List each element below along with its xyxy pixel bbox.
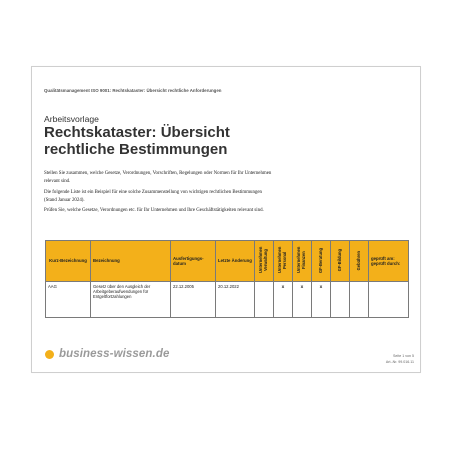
cell-gf-bildung	[331, 282, 350, 318]
col-unternehmen-finanzen-label: Unternehmen Finanzen	[296, 247, 306, 274]
cell-letzte-aenderung: 20.12.2022	[216, 282, 255, 318]
col-bezeichnung-header: Bezeichnung	[91, 241, 171, 282]
col-geprueft-header: geprüft am: geprüft durch:	[369, 241, 409, 282]
cell-geprueft	[369, 282, 409, 318]
page-number: Seite 1 von 5	[393, 354, 414, 358]
col-ausfertigung-header: Ausfertigungs-datum	[171, 241, 216, 282]
col-gf-beratung-label: GF-Beratung	[317, 247, 323, 273]
col-letzte-aenderung-header: Letzte Änderung	[216, 241, 255, 282]
table-row	[46, 282, 409, 318]
table-header-row	[46, 241, 409, 282]
logo-text: business-wissen.de	[59, 348, 170, 360]
col-gebuehren-header	[350, 241, 369, 282]
document-subtitle: Arbeitsvorlage	[44, 114, 99, 124]
col-unternehmen-personal-header	[274, 241, 293, 282]
cell-kurz: AAG	[46, 282, 91, 318]
document-page	[31, 66, 421, 373]
col-unternehmen-personal-label: Unternehmen Personal	[277, 247, 287, 274]
intro-text	[44, 170, 274, 218]
cell-gebuehren	[350, 282, 369, 318]
cell-bezeichnung: Gesetz über den Ausgleich der Arbeitgeberaufwendungen für Entgeltfortzahlungen	[91, 282, 171, 318]
brand-logo	[45, 348, 169, 360]
intro-paragraph-1: Stellen Sie zusammen, welche Gesetze, Verordnungen, Vorschriften, Regelungen oder Normen für Ihr Unternehmen relevant sind.	[44, 171, 272, 185]
col-kurz-header: Kurz-Bezeichnung	[46, 241, 91, 282]
footer-info	[386, 354, 414, 365]
cell-ausfertigung: 22.12.2005	[171, 282, 216, 318]
cell-gf-beratung: x	[312, 282, 331, 318]
col-unternehmen-verwaltung-label: Unternehmen Verwaltung	[258, 247, 268, 274]
regulations-table	[45, 240, 409, 318]
col-unternehmen-finanzen-header	[293, 241, 312, 282]
col-gf-beratung-header	[312, 241, 331, 282]
col-unternehmen-verwaltung-header	[255, 241, 274, 282]
cell-unternehmen-verwaltung	[255, 282, 274, 318]
document-title: Rechtskataster: Übersicht rechtliche Bestimmungen	[44, 124, 230, 158]
col-gf-bildung-header	[331, 241, 350, 282]
document-header: Qualitätsmanagement ISO 9001: Rechtskataster: Übersicht rechtliche Anforderungen	[44, 88, 222, 93]
cell-unternehmen-finanzen: x	[293, 282, 312, 318]
article-number: Art.-Nr. 99.016.11	[385, 359, 414, 364]
intro-paragraph-3: Prüfen Sie, welche Gesetze, Verordnungen etc. für Ihr Unternehmen und Ihre Geschäftstätigkeiten relevant sind.	[44, 208, 264, 214]
col-gf-bildung-label: GF-Bildung	[336, 249, 342, 272]
intro-paragraph-2: Die folgende Liste ist ein Beispiel für eine solche Zusammenstellung von wichtigen rechtlichen Bestimmungen (Stand Januar 2024).	[44, 189, 262, 203]
logo-dot-icon	[45, 350, 54, 359]
col-gebuehren-label: Gebühren	[355, 250, 361, 271]
cell-unternehmen-personal: x	[274, 282, 293, 318]
